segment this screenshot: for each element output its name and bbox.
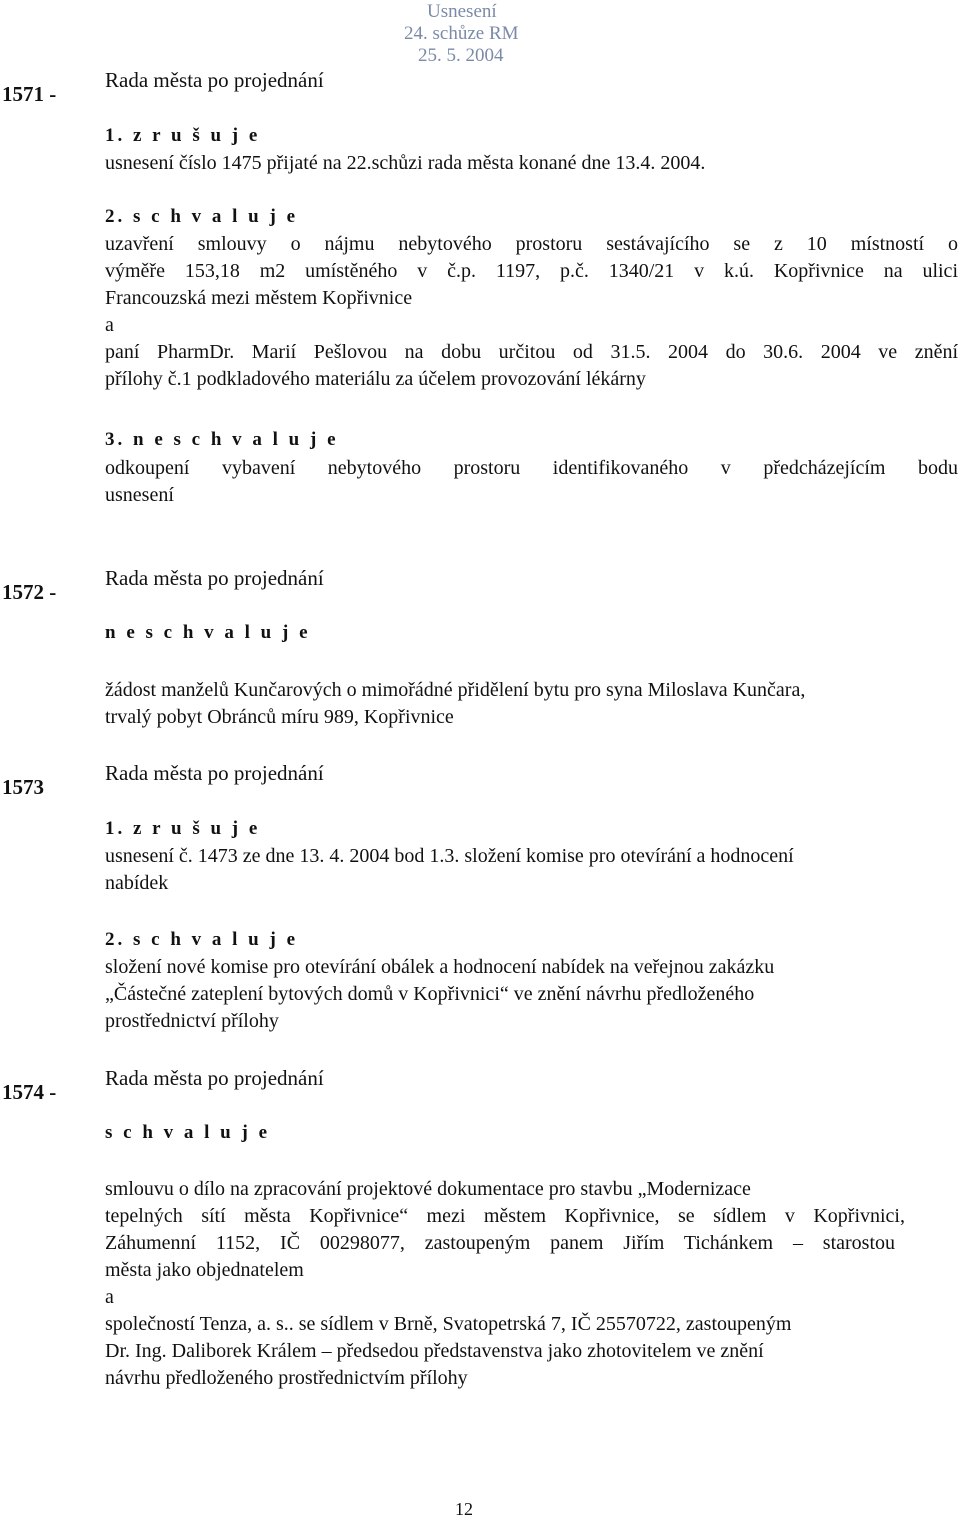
action-approves-1571: 2. s c h v a l u j e [105, 206, 298, 227]
text-line: Dr. Ing. Daliborek Králem – předsedou představenstva jako zhotovitelem ve znění [105, 1340, 764, 1362]
text-line: a [105, 1286, 114, 1308]
text-line: odkoupení vybavení nebytového prostoru identifikovaného v předcházejícím bodu [105, 457, 958, 479]
header-title: Usnesení [427, 1, 497, 22]
text-line: paní PharmDr. Marií Pešlovou na dobu určitou od 31.5. 2004 do 30.6. 2004 ve znění [105, 341, 958, 363]
council-intro-1574: Rada města po projednání [105, 1066, 324, 1090]
text-line: Francouzská mezi městem Kopřivnice [105, 287, 413, 309]
text-line: návrhu předloženého prostřednictvím přílohy [105, 1367, 468, 1389]
text-line: prostřednictví přílohy [105, 1010, 279, 1032]
resolution-number-1571: 1571 - [2, 82, 57, 106]
text-line: Záhumenní 1152, IČ 00298077, zastoupeným panem Jiřím Tichánkem – starostou [105, 1232, 895, 1254]
text-line: přílohy č.1 podkladového materiálu za účelem provozování lékárny [105, 368, 646, 390]
text-line: trvalý pobyt Obránců míru 989, Kopřivnice [105, 706, 454, 728]
text-line: nabídek [105, 872, 169, 894]
council-intro-1573: Rada města po projednání [105, 761, 324, 785]
action-rejects-1572: n e s c h v a l u j e [105, 622, 311, 643]
resolution-text-1574 [105, 1176, 905, 1392]
text-line: a [105, 314, 114, 336]
text-line: výměře 153,18 m2 umístěného v č.p. 1197, p.č. 1340/21 v k.ú. Kopřivnice na ulici [105, 260, 958, 282]
text-line: uzavření smlouvy o nájmu nebytového prostoru sestávajícího se z 10 místností o [105, 233, 958, 255]
resolution-text-1571-1: usnesení číslo 1475 přijaté na 22.schůzi rada města konané dne 13.4. 2004. [105, 152, 706, 174]
resolution-text-1573-1 [105, 843, 958, 897]
action-approves-1574: s c h v a l u j e [105, 1122, 270, 1143]
text-line: společností Tenza, a. s.. se sídlem v Brně, Svatopetrská 7, IČ 25570722, zastoupeným [105, 1313, 792, 1335]
text-line: usnesení [105, 484, 174, 506]
text-line: města jako objednatelem [105, 1259, 304, 1281]
action-rejects-1571: 3. n e s c h v a l u j e [105, 429, 339, 450]
council-intro-1572: Rada města po projednání [105, 566, 324, 590]
text-line: tepelných sítí města Kopřivnice“ mezi městem Kopřivnice, se sídlem v Kopřivnici, [105, 1205, 905, 1227]
resolution-number-1574: 1574 - [2, 1080, 57, 1104]
text-line: žádost manželů Kunčarových o mimořádné přidělení bytu pro syna Miloslava Kunčara, [105, 679, 806, 701]
resolution-text-1571-3 [105, 455, 958, 509]
text-line: smlouvu o dílo na zpracování projektové dokumentace pro stavbu „Modernizace [105, 1178, 751, 1200]
action-cancels-1571: 1. z r u š u j e [105, 125, 261, 146]
resolution-text-1573-2 [105, 954, 958, 1035]
resolution-number-1573: 1573 [2, 775, 44, 799]
page-number: 12 [455, 1499, 473, 1519]
resolution-number-1572: 1572 - [2, 580, 57, 604]
text-line: složení nové komise pro otevírání obálek a hodnocení nabídek na veřejnou zakázku [105, 956, 775, 978]
action-approves-1573: 2. s c h v a l u j e [105, 929, 298, 950]
header-meeting: 24. schůze RM [404, 23, 519, 44]
council-intro-1571: Rada města po projednání [105, 68, 324, 92]
text-line: „Částečné zateplení bytových domů v Kopřivnici“ ve znění návrhu předloženého [105, 983, 755, 1005]
text-line: usnesení č. 1473 ze dne 13. 4. 2004 bod 1.3. složení komise pro otevírání a hodnocení [105, 845, 794, 867]
header-date: 25. 5. 2004 [418, 45, 504, 66]
action-cancels-1573: 1. z r u š u j e [105, 818, 261, 839]
resolution-text-1571-2 [105, 231, 958, 393]
resolution-text-1572 [105, 677, 958, 731]
